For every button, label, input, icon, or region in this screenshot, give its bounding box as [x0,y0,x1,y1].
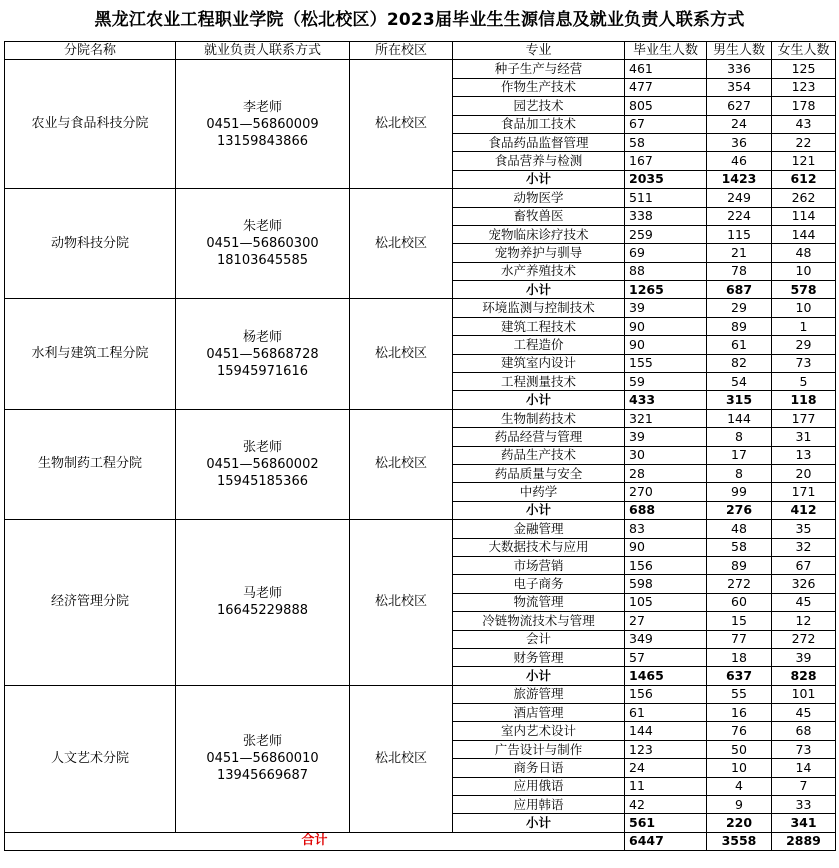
major-name: 旅游管理 [453,685,625,703]
major-graduates: 39 [625,428,707,446]
major-name: 物流管理 [453,593,625,611]
contact-line: 13945669687 [217,768,308,784]
major-female: 12 [772,612,836,630]
division-name: 人文艺术分院 [5,685,176,832]
contact-line: 0451—56860300 [206,236,319,252]
major-female: 10 [772,262,836,280]
major-name: 药品质量与安全 [453,464,625,482]
major-female: 48 [772,244,836,262]
major-name: 工程造价 [453,336,625,354]
division-contact [176,409,350,519]
subtotal-male: 315 [707,391,772,409]
subtotal-female: 412 [772,501,836,519]
major-female: 326 [772,575,836,593]
contact-line: 0451—56860009 [206,116,319,132]
major-male: 36 [707,133,772,151]
major-male: 29 [707,299,772,317]
major-female: 35 [772,520,836,538]
major-female: 10 [772,299,836,317]
major-female: 1 [772,317,836,335]
table-row [5,685,836,703]
major-name: 工程测量技术 [453,373,625,391]
subtotal-label: 小计 [453,501,625,519]
subtotal-label: 小计 [453,667,625,685]
subtotal-graduates: 561 [625,814,707,832]
major-name: 宠物临床诊疗技术 [453,225,625,243]
major-graduates: 28 [625,464,707,482]
major-graduates: 321 [625,409,707,427]
table-body [5,60,836,832]
major-graduates: 67 [625,115,707,133]
contact-line: 0451—56868728 [206,346,319,362]
major-name: 种子生产与经营 [453,60,625,78]
major-graduates: 58 [625,133,707,151]
major-male: 58 [707,538,772,556]
division-name: 水利与建筑工程分院 [5,299,176,409]
contact-line: 15945185366 [217,473,308,489]
major-male: 224 [707,207,772,225]
major-graduates: 69 [625,244,707,262]
major-female: 125 [772,60,836,78]
major-graduates: 30 [625,446,707,464]
subtotal-female: 118 [772,391,836,409]
major-name: 园艺技术 [453,97,625,115]
division-name: 动物科技分院 [5,189,176,299]
major-male: 10 [707,759,772,777]
major-male: 8 [707,464,772,482]
major-female: 123 [772,78,836,96]
table-row [5,520,836,538]
major-name: 食品加工技术 [453,115,625,133]
major-graduates: 156 [625,556,707,574]
major-female: 32 [772,538,836,556]
major-female: 177 [772,409,836,427]
major-graduates: 805 [625,97,707,115]
major-male: 272 [707,575,772,593]
major-male: 48 [707,520,772,538]
total-row [5,832,836,850]
division-campus: 松北校区 [350,409,453,519]
page-title: 黑龙江农业工程职业学院（松北校区）2023届毕业生生源信息及就业负责人联系方式 [94,10,745,30]
major-graduates: 42 [625,796,707,814]
major-male: 16 [707,704,772,722]
contact-line: 李老师 [242,99,282,115]
major-name: 建筑室内设计 [453,354,625,372]
contact-line: 张老师 [242,734,282,750]
major-graduates: 144 [625,722,707,740]
graduate-table [4,41,836,851]
major-name: 市场营销 [453,556,625,574]
major-name: 食品药品监督管理 [453,133,625,151]
contact-line: 马老师 [242,586,282,602]
major-name: 酒店管理 [453,704,625,722]
major-name: 药品生产技术 [453,446,625,464]
major-female: 114 [772,207,836,225]
major-female: 178 [772,97,836,115]
major-graduates: 88 [625,262,707,280]
major-name: 冷链物流技术与管理 [453,612,625,630]
major-male: 15 [707,612,772,630]
major-graduates: 123 [625,740,707,758]
major-graduates: 11 [625,777,707,795]
division-contact [176,189,350,299]
contact-line: 13159843866 [217,133,308,149]
major-male: 115 [707,225,772,243]
subtotal-female: 828 [772,667,836,685]
major-male: 46 [707,152,772,170]
major-graduates: 461 [625,60,707,78]
major-female: 22 [772,133,836,151]
major-graduates: 598 [625,575,707,593]
total-male: 3558 [707,832,772,850]
division-campus: 松北校区 [350,685,453,832]
major-male: 50 [707,740,772,758]
major-male: 336 [707,60,772,78]
major-female: 5 [772,373,836,391]
major-male: 76 [707,722,772,740]
major-graduates: 270 [625,483,707,501]
major-male: 24 [707,115,772,133]
major-name: 应用俄语 [453,777,625,795]
major-name: 应用韩语 [453,796,625,814]
major-graduates: 27 [625,612,707,630]
major-female: 45 [772,704,836,722]
table-row [5,60,836,78]
division-campus: 松北校区 [350,299,453,409]
major-female: 272 [772,630,836,648]
division-contact [176,60,350,189]
subtotal-graduates: 1465 [625,667,707,685]
major-female: 73 [772,740,836,758]
contact-line: 0451—56860002 [206,456,319,472]
table-row [5,409,836,427]
major-graduates: 83 [625,520,707,538]
major-graduates: 57 [625,648,707,666]
division-name: 生物制药工程分院 [5,409,176,519]
major-female: 171 [772,483,836,501]
major-graduates: 90 [625,538,707,556]
major-female: 39 [772,648,836,666]
subtotal-male: 276 [707,501,772,519]
contact-line: 0451—56860010 [206,751,319,767]
major-name: 作物生产技术 [453,78,625,96]
major-female: 45 [772,593,836,611]
major-female: 33 [772,796,836,814]
major-female: 73 [772,354,836,372]
major-female: 29 [772,336,836,354]
major-female: 7 [772,777,836,795]
major-male: 249 [707,189,772,207]
major-name: 药品经营与管理 [453,428,625,446]
major-male: 21 [707,244,772,262]
major-male: 354 [707,78,772,96]
major-female: 43 [772,115,836,133]
division-contact [176,299,350,409]
major-female: 101 [772,685,836,703]
major-male: 89 [707,317,772,335]
header-campus: 所在校区 [350,42,453,60]
division-contact [176,685,350,832]
major-male: 54 [707,373,772,391]
total-label: 合计 [5,832,625,850]
major-male: 61 [707,336,772,354]
major-name: 建筑工程技术 [453,317,625,335]
major-male: 99 [707,483,772,501]
major-male: 60 [707,593,772,611]
table-row [5,299,836,317]
subtotal-female: 578 [772,281,836,299]
header-female: 女生人数 [772,42,836,60]
subtotal-graduates: 2035 [625,170,707,188]
major-graduates: 61 [625,704,707,722]
major-name: 生物制药技术 [453,409,625,427]
major-male: 144 [707,409,772,427]
major-name: 商务日语 [453,759,625,777]
major-male: 55 [707,685,772,703]
division-campus: 松北校区 [350,60,453,189]
subtotal-label: 小计 [453,170,625,188]
major-name: 畜牧兽医 [453,207,625,225]
major-graduates: 155 [625,354,707,372]
major-name: 食品营养与检测 [453,152,625,170]
major-name: 宠物养护与驯导 [453,244,625,262]
major-graduates: 156 [625,685,707,703]
major-name: 财务管理 [453,648,625,666]
contact-line: 朱老师 [242,219,282,235]
contact-line: 15945971616 [217,363,308,379]
subtotal-label: 小计 [453,814,625,832]
major-female: 68 [772,722,836,740]
major-graduates: 338 [625,207,707,225]
division-campus: 松北校区 [350,189,453,299]
major-male: 17 [707,446,772,464]
major-male: 89 [707,556,772,574]
major-male: 9 [707,796,772,814]
major-female: 31 [772,428,836,446]
subtotal-male: 687 [707,281,772,299]
major-graduates: 39 [625,299,707,317]
division-name: 经济管理分院 [5,520,176,686]
major-graduates: 511 [625,189,707,207]
subtotal-graduates: 688 [625,501,707,519]
major-male: 82 [707,354,772,372]
major-male: 8 [707,428,772,446]
major-male: 4 [707,777,772,795]
major-male: 18 [707,648,772,666]
major-name: 广告设计与制作 [453,740,625,758]
major-female: 67 [772,556,836,574]
major-graduates: 59 [625,373,707,391]
subtotal-graduates: 1265 [625,281,707,299]
division-name: 农业与食品科技分院 [5,60,176,189]
contact-line: 16645229888 [217,603,308,619]
major-name: 中药学 [453,483,625,501]
major-graduates: 167 [625,152,707,170]
major-name: 室内艺术设计 [453,722,625,740]
major-name: 环境监测与控制技术 [453,299,625,317]
major-male: 627 [707,97,772,115]
header-division: 分院名称 [5,42,176,60]
major-graduates: 259 [625,225,707,243]
major-graduates: 24 [625,759,707,777]
major-graduates: 105 [625,593,707,611]
contact-line: 18103645585 [217,253,308,269]
major-graduates: 349 [625,630,707,648]
major-female: 13 [772,446,836,464]
major-female: 121 [772,152,836,170]
major-name: 水产养殖技术 [453,262,625,280]
major-female: 20 [772,464,836,482]
total-female: 2889 [772,832,836,850]
subtotal-male: 220 [707,814,772,832]
table-row [5,189,836,207]
major-name: 动物医学 [453,189,625,207]
division-contact [176,520,350,686]
header-male: 男生人数 [707,42,772,60]
subtotal-male: 637 [707,667,772,685]
major-name: 会计 [453,630,625,648]
contact-line: 杨老师 [242,329,282,345]
major-graduates: 477 [625,78,707,96]
subtotal-graduates: 433 [625,391,707,409]
header-contact: 就业负责人联系方式 [176,42,350,60]
division-campus: 松北校区 [350,520,453,686]
major-male: 78 [707,262,772,280]
subtotal-male: 1423 [707,170,772,188]
major-name: 大数据技术与应用 [453,538,625,556]
header-row [5,42,836,60]
subtotal-female: 612 [772,170,836,188]
subtotal-female: 341 [772,814,836,832]
major-name: 金融管理 [453,520,625,538]
header-graduates: 毕业生人数 [625,42,707,60]
major-female: 14 [772,759,836,777]
major-female: 144 [772,225,836,243]
major-name: 电子商务 [453,575,625,593]
subtotal-label: 小计 [453,281,625,299]
total-graduates: 6447 [625,832,707,850]
major-male: 77 [707,630,772,648]
subtotal-label: 小计 [453,391,625,409]
major-female: 262 [772,189,836,207]
contact-line: 张老师 [242,439,282,455]
major-graduates: 90 [625,317,707,335]
header-major: 专业 [453,42,625,60]
major-graduates: 90 [625,336,707,354]
